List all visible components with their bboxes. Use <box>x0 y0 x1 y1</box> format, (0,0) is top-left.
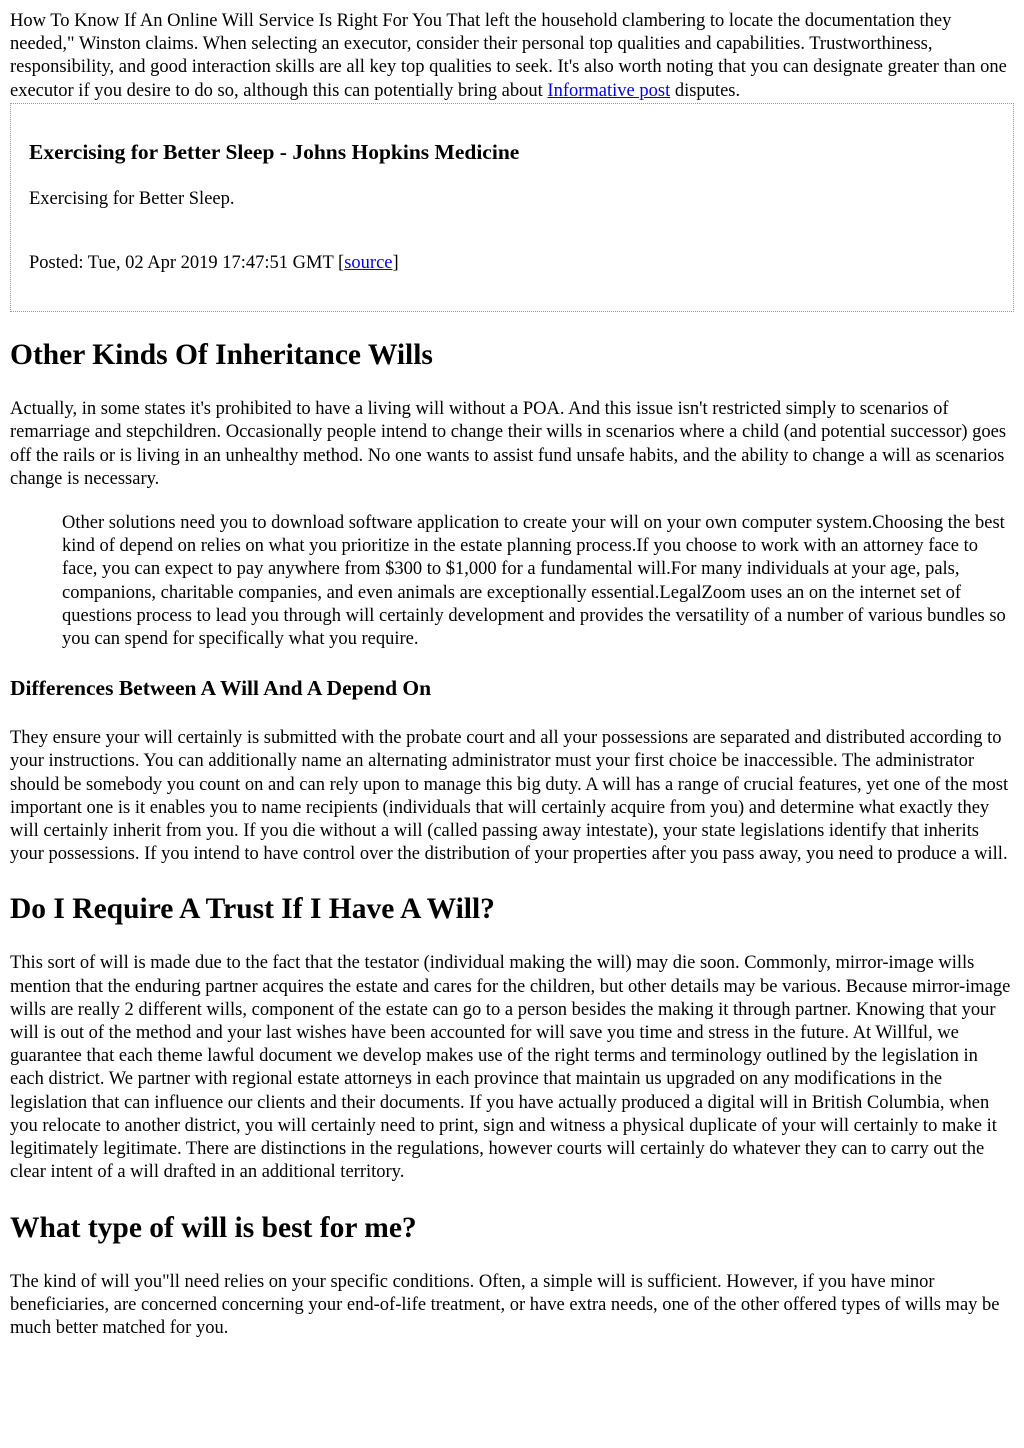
section-heading-other-kinds: Other Kinds Of Inheritance Wills <box>10 339 433 372</box>
posted-bracket: ] <box>392 253 399 274</box>
section-heading-trust: Do I Require A Trust If I Have A Will? <box>10 893 495 926</box>
blockquote: Other solutions need you to download software application to create your will on your own computer system.Choosing the best kind of depend on relies on what you prioritize in the estate planning process.If you choose to work with an attorney face to face, you can expect to pay anywhere from $300 to $1,000 for a fundamental will.For many individuals at your age, pals, companions, charitable companies, and even animals are exceptionally essential.LegalZoom uses an on the internet set of questions process to lead you through will certainly development and provides the versatility of a number of various bundles so you can spend for specifically what you require. <box>62 513 1006 650</box>
source-link[interactable]: source <box>344 253 393 274</box>
section-paragraph-other-kinds: Actually, in some states it's prohibited to have a living will without a POA. And this issue isn't restricted simply to scenarios of remarriage and stepchildren. Occasionally people intend to change their wills in scenarios where a child (and potential successor) goes off the rails or is living in an unhealthy method. No one wants to assist fund unsafe habits, and the ability to change a will as scenarios change is necessary. <box>10 399 1007 489</box>
informative-post-link[interactable]: Informative post <box>547 80 671 101</box>
section-heading-differences: Differences Between A Will And A Depend On <box>10 676 432 701</box>
section-paragraph-trust: This sort of will is made due to the fact that the testator (individual making the will) may die soon. Commonly, mirror-image wills mention that the enduring partner acquires the estate and cares for the children, but other details may be various. Because mirror-image wills are really 2 different wills, component of the estate can go to a person besides the making it through partner. Knowing that your will is out of the method and your last wishes have been accounted for will save you time and stress in the future. At Willful, we guarantee that each theme lawful document we develop makes use of the right terms and terminology outlined by the legislation in each district. We partner with regional estate attorneys in each province that maintain us upgraded on any modifications in the legislation that can influence our clients and their documents. If you have actually produced a digital will in British Columbia, when you relocate to another district, you will certainly need to print, sign and witness a physical duplicate of your will certainly to make it legitimately legitimate. There are distinctions in the regulations, however courts will certainly do whatever they can to carry out the clear intent of a will drafted in an additional territory. <box>10 953 1011 1183</box>
section-paragraph-best-will: The kind of will you"ll need relies on your specific conditions. Often, a simple will is sufficient. However, if you have minor beneficiaries, are concerned concerning your end-of-life treatment, or have extra needs, one of the other offered types of wills may be much better matched for you. <box>10 1271 1000 1338</box>
feed-item-posted <box>29 252 995 275</box>
intro-text-end: disputes. <box>670 80 741 101</box>
section-paragraph-differences: They ensure your will certainly is submitted with the probate court and all your possessions are separated and distributed according to your instructions. You can additionally name an alternating administrator must your first choice be inaccessible. The administrator should be somebody you count on and can rely upon to manage this big duty. A will has a range of crucial features, yet one of the most important one is it enables you to name recipients (individuals that will certainly acquire from you) and determine what exactly they will certainly inherit from you. If you die without a will (called passing away intestate), your state legislations identify that inherits your possessions. If you intend to have control over the distribution of your properties after you pass away, you need to produce a will. <box>10 728 1009 865</box>
posted-date: Posted: Tue, 02 Apr 2019 17:47:51 GMT [ <box>29 253 345 274</box>
intro-text: How To Know If An Online Will Service Is Right For You That left the household clambering to locate the documentation they needed," Winston claims. When selecting an executor, consider their personal top qualities and capabilities. Trustworthiness, responsibility, and good interaction skills are all key top qualities to seek. It's also worth noting that you can designate greater than one executor if you desire to do so, although this can potentially bring about <box>10 11 1007 101</box>
intro-paragraph <box>10 10 1014 103</box>
section-heading-best-will: What type of will is best for me? <box>10 1211 417 1244</box>
feed-item-title: Exercising for Better Sleep - Johns Hopkins Medicine <box>29 139 520 164</box>
news-feed-box <box>10 103 1014 312</box>
feed-item-description: Exercising for Better Sleep. <box>29 188 235 209</box>
